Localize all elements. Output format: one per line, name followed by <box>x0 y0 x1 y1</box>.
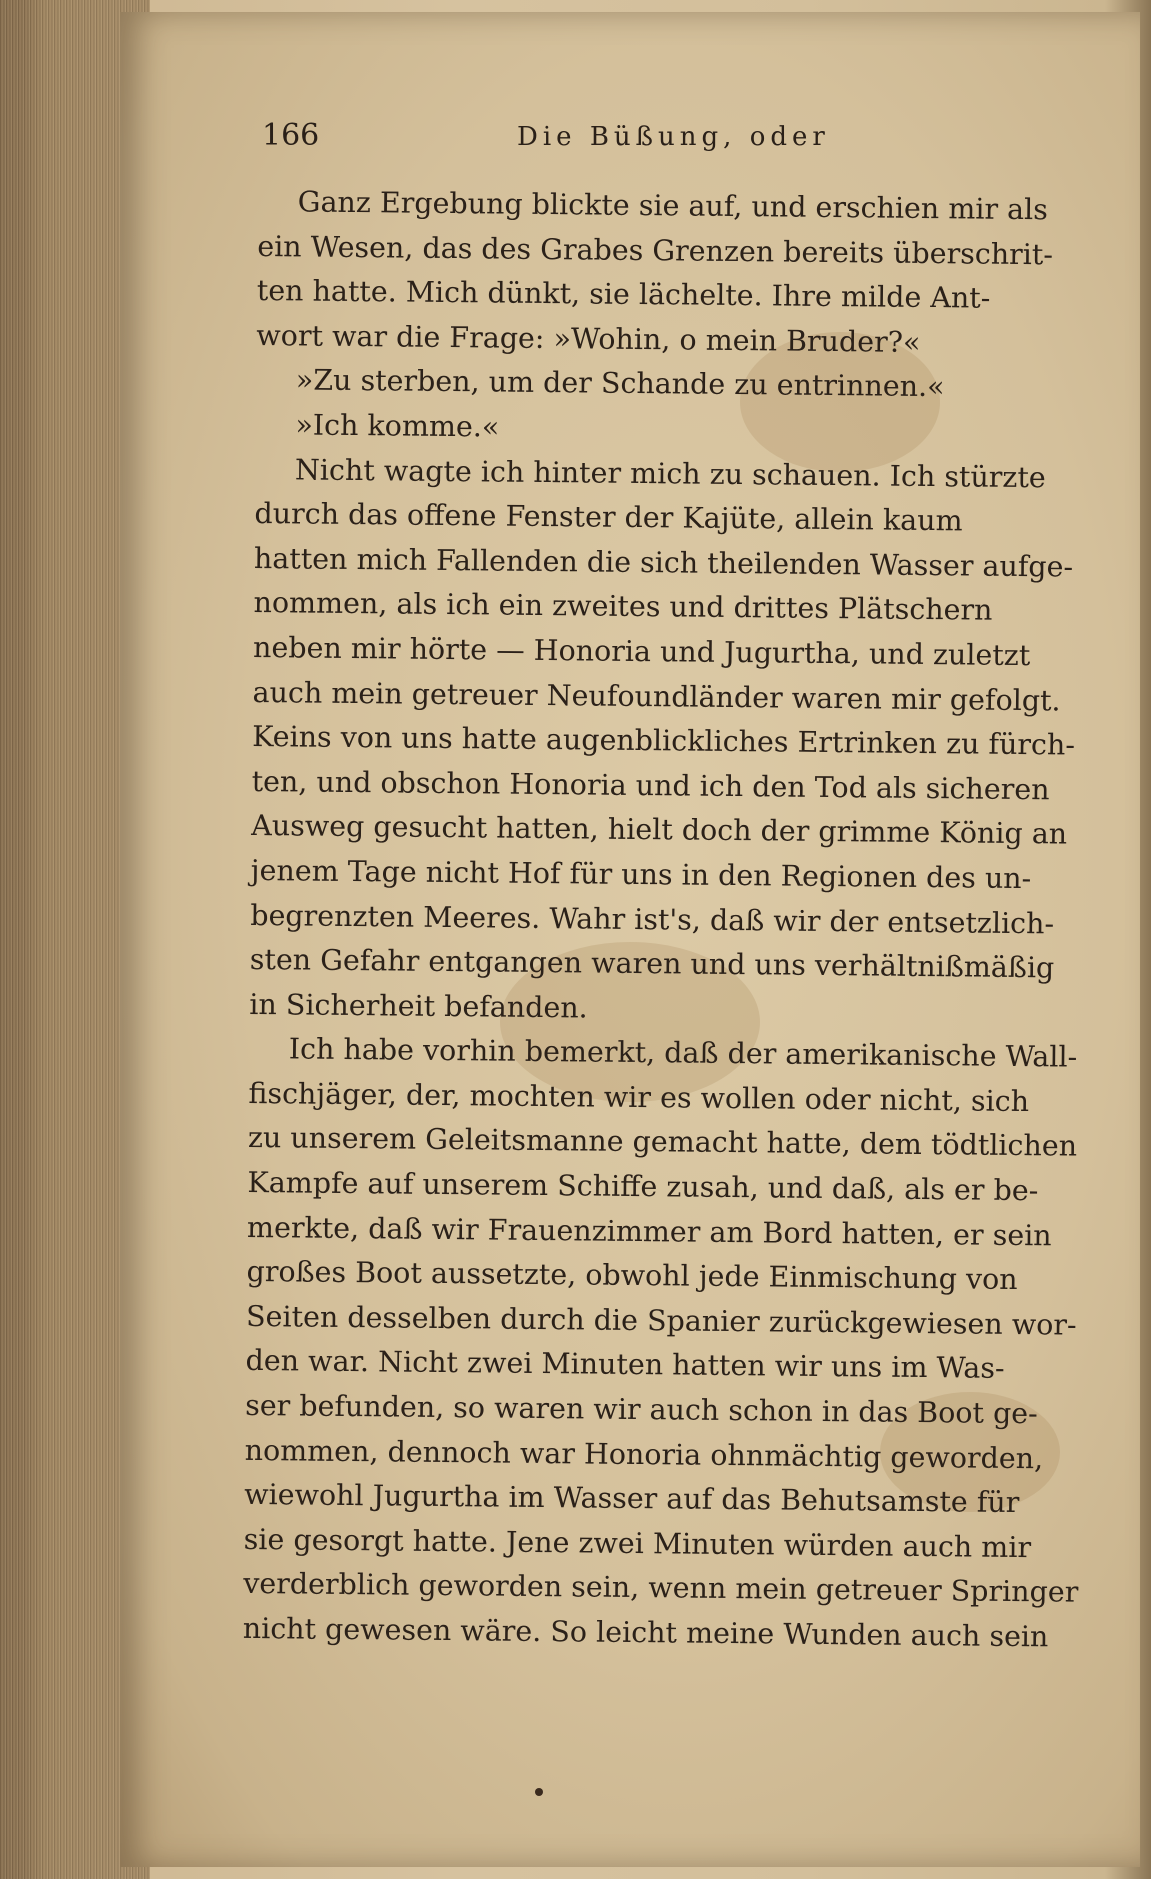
text-line: in Sicherheit befanden. <box>249 987 588 1025</box>
text-line: ten hatte. Mich dünkt, sie lächelte. Ihre milde Ant- <box>256 274 991 315</box>
text-line: »Ich komme.« <box>295 408 500 444</box>
text-line: den war. Nicht zwei Minuten hatten wir uns im Was- <box>245 1344 1005 1386</box>
text-line: sten Gefahr entgangen waren und uns verhältnißmäßig <box>249 943 1055 985</box>
text-line: jenem Tage nicht Hof für uns in den Regionen des un- <box>250 853 1032 896</box>
text-line: Seiten desselben durch die Spanier zurückgewiesen wor- <box>245 1299 1077 1342</box>
text-line: wiewohl Jugurtha im Wasser auf das Behutsamste für <box>244 1478 1020 1520</box>
page-number: 166 <box>262 118 320 153</box>
text-line: verderblich geworden sein, wenn mein getreuer Springer <box>243 1567 1079 1610</box>
ink-dot <box>535 1788 543 1796</box>
text-line: Ausweg gesucht hatten, hielt doch der grimme König an <box>251 809 1068 851</box>
page-header <box>262 118 1062 168</box>
text-line: Nicht wagte ich hinter mich zu schauen. Ich stürzte <box>294 452 1046 494</box>
text-line: auch mein getreuer Neufoundländer waren mir gefolgt. <box>252 675 1061 717</box>
text-line: sie gesorgt hatte. Jene zwei Minuten würden auch mir <box>243 1522 1032 1564</box>
text-line: nicht gewesen wäre. So leicht meine Wunden auch sein <box>242 1611 1049 1654</box>
text-line: ein Wesen, das des Grabes Grenzen bereits überschrit- <box>257 229 1054 271</box>
text-line: neben mir hörte — Honoria und Jugurtha, und zuletzt <box>252 630 1031 673</box>
text-line: ten, und obschon Honoria und ich den Tod als sicheren <box>251 764 1050 807</box>
text-line: ser befunden, so waren wir auch schon in das Boot ge- <box>244 1388 1038 1431</box>
text-line: wort war die Frage: »Wohin, o mein Bruder?« <box>256 318 921 359</box>
text-line: nommen, als ich ein zweites und drittes Plätschern <box>253 586 993 628</box>
text-line: hatten mich Fallenden die sich theilenden Wasser aufge- <box>253 541 1074 584</box>
text-line: großes Boot aussetzte, obwohl jede Einmischung von <box>246 1255 1018 1297</box>
text-line: durch das offene Fenster der Kajüte, allein kaum <box>254 497 963 538</box>
text-line: Ganz Ergebung blickte sie auf, und erschien mir als <box>297 185 1049 227</box>
text-line: Ich habe vorhin bemerkt, daß der amerikanische Wall- <box>288 1032 1078 1074</box>
text-line: Kampfe auf unserem Schiffe zusah, und daß, als er be- <box>247 1166 1039 1208</box>
text-line: merkte, daß wir Frauenzimmer am Bord hatten, er sein <box>246 1210 1052 1253</box>
text-line: begrenzten Meeres. Wahr ist's, daß wir der entsetzlich- <box>250 898 1055 940</box>
text-line: fischjäger, der, mochten wir es wollen oder nicht, sich <box>248 1076 1030 1118</box>
body-text <box>243 180 1088 1660</box>
text-line: »Zu sterben, um der Schande zu entrinnen.« <box>295 363 945 404</box>
text-line: nommen, dennoch war Honoria ohnmächtig geworden, <box>244 1433 1044 1475</box>
text-line: Keins von uns hatte augenblickliches Ertrinken zu fürch- <box>251 720 1076 762</box>
text-line: zu unserem Geleitsmanne gemacht hatte, dem tödtlichen <box>247 1121 1078 1164</box>
running-title: Die Büßung, oder <box>517 122 830 152</box>
